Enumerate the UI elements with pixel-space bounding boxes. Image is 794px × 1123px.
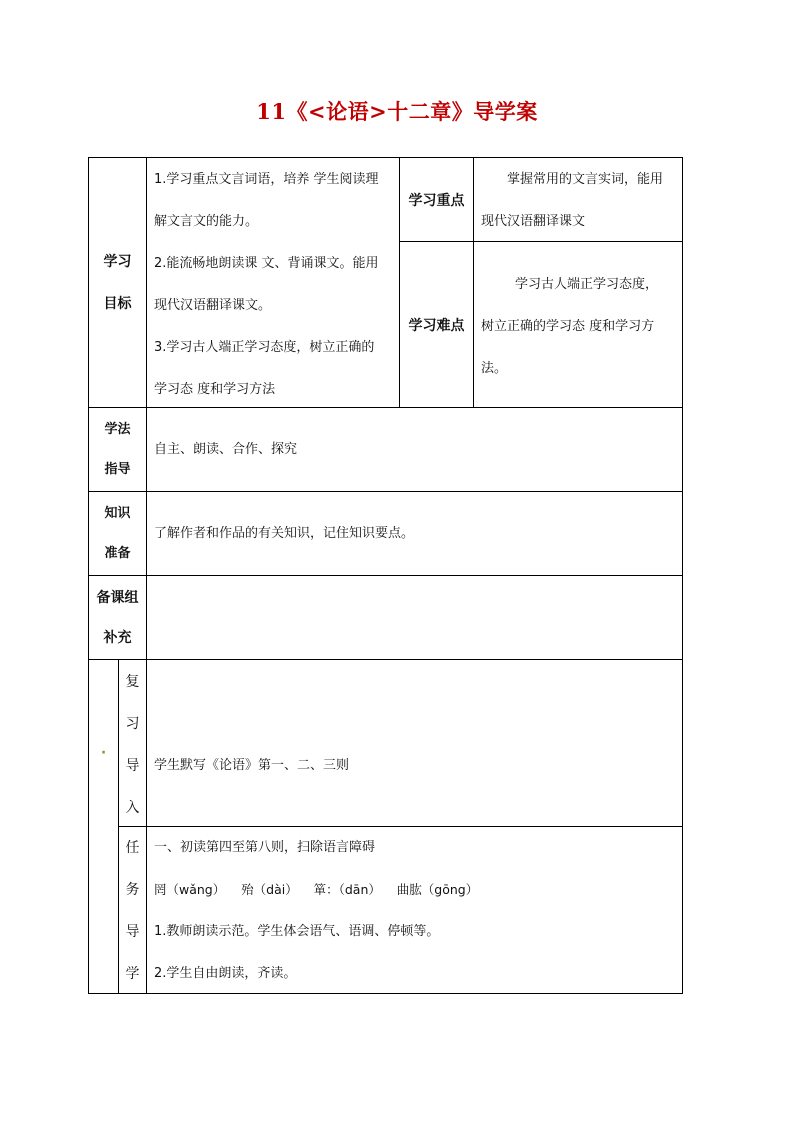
review-label-char: 习	[125, 716, 140, 732]
task-label-char: 学	[125, 966, 140, 982]
review-content	[147, 745, 682, 787]
difficulties-line: 法。	[481, 361, 508, 376]
review-label-char: 导	[125, 758, 140, 774]
knowledge-label	[89, 492, 146, 575]
key-points-line: 现代汉语翻译课文	[481, 214, 586, 229]
difficulties-line: 树立正确的学习态 度和学习方	[481, 319, 655, 334]
objectives-line: 现代汉语翻译课文。	[154, 298, 272, 313]
task-line: 罔（wǎng） 殆（dài） 箪：（dān） 曲肱（gōng）	[154, 882, 479, 897]
key-points-label-text: 学习重点	[408, 192, 465, 209]
review-label	[119, 660, 146, 829]
review-label-char: 入	[125, 800, 140, 816]
page-title: 11《<论语>十二章》导学案	[256, 99, 538, 124]
key-points-line: 掌握常用的文言实词，能用	[507, 172, 664, 187]
review-text: 学生默写《论语》第一、二、三则	[154, 758, 350, 773]
review-side-mark	[89, 745, 118, 761]
objectives-line: 2.能流畅地朗读课 文、背诵课文。能用	[154, 256, 379, 271]
supplement-label	[89, 576, 146, 659]
supplement-label-line1: 备课组	[96, 589, 139, 606]
method-label-line1: 学法	[104, 421, 131, 437]
task-label-char: 导	[125, 924, 140, 940]
difficulties-content	[474, 242, 682, 390]
difficulties-label	[400, 242, 473, 407]
objectives-content	[147, 158, 399, 411]
method-label	[89, 408, 146, 491]
task-label	[119, 827, 146, 995]
task-label-char: 务	[125, 882, 140, 898]
objectives-label-line1: 学习	[103, 253, 132, 270]
task-line: 1.教师朗读示范。学生体会语气、语调、停顿等。	[154, 924, 440, 939]
task-label-char: 任	[125, 840, 140, 856]
supplement-content	[147, 576, 682, 659]
key-points-content	[474, 158, 682, 243]
table-divider	[88, 659, 683, 660]
supplement-label-line2: 补充	[103, 629, 132, 646]
objectives-line: 学习态 度和学习方法	[154, 382, 276, 397]
objectives-label-line2: 目标	[103, 295, 132, 312]
knowledge-label-line1: 知识	[104, 505, 131, 521]
objectives-label	[89, 158, 146, 407]
review-side-mark-text: ·	[100, 745, 107, 761]
difficulties-label-text: 学习难点	[408, 317, 465, 334]
task-line: 一、初读第四至第八则，扫除语言障碍	[154, 840, 376, 855]
objectives-line: 解文言文的能力。	[154, 214, 259, 229]
knowledge-text: 了解作者和作品的有关知识，记住知识要点。	[154, 525, 415, 541]
knowledge-label-line2: 准备	[104, 545, 131, 561]
objectives-line: 3.学习古人端正学习态度，树立正确的	[154, 340, 375, 355]
difficulties-line: 学习古人端正学习态度，	[515, 277, 659, 292]
table-border-right	[682, 157, 683, 994]
objectives-line: 1.学习重点文言词语，培养 学生阅读理	[154, 172, 379, 187]
method-label-line2: 指导	[104, 461, 131, 477]
task-content	[147, 827, 682, 995]
review-label-char: 复	[125, 674, 140, 690]
method-text: 自主、朗读、合作、探究	[154, 441, 298, 457]
key-points-label	[400, 158, 473, 241]
method-content	[147, 408, 682, 491]
task-line: 2.学生自由朗读，齐读。	[154, 966, 297, 981]
knowledge-content	[147, 492, 682, 575]
